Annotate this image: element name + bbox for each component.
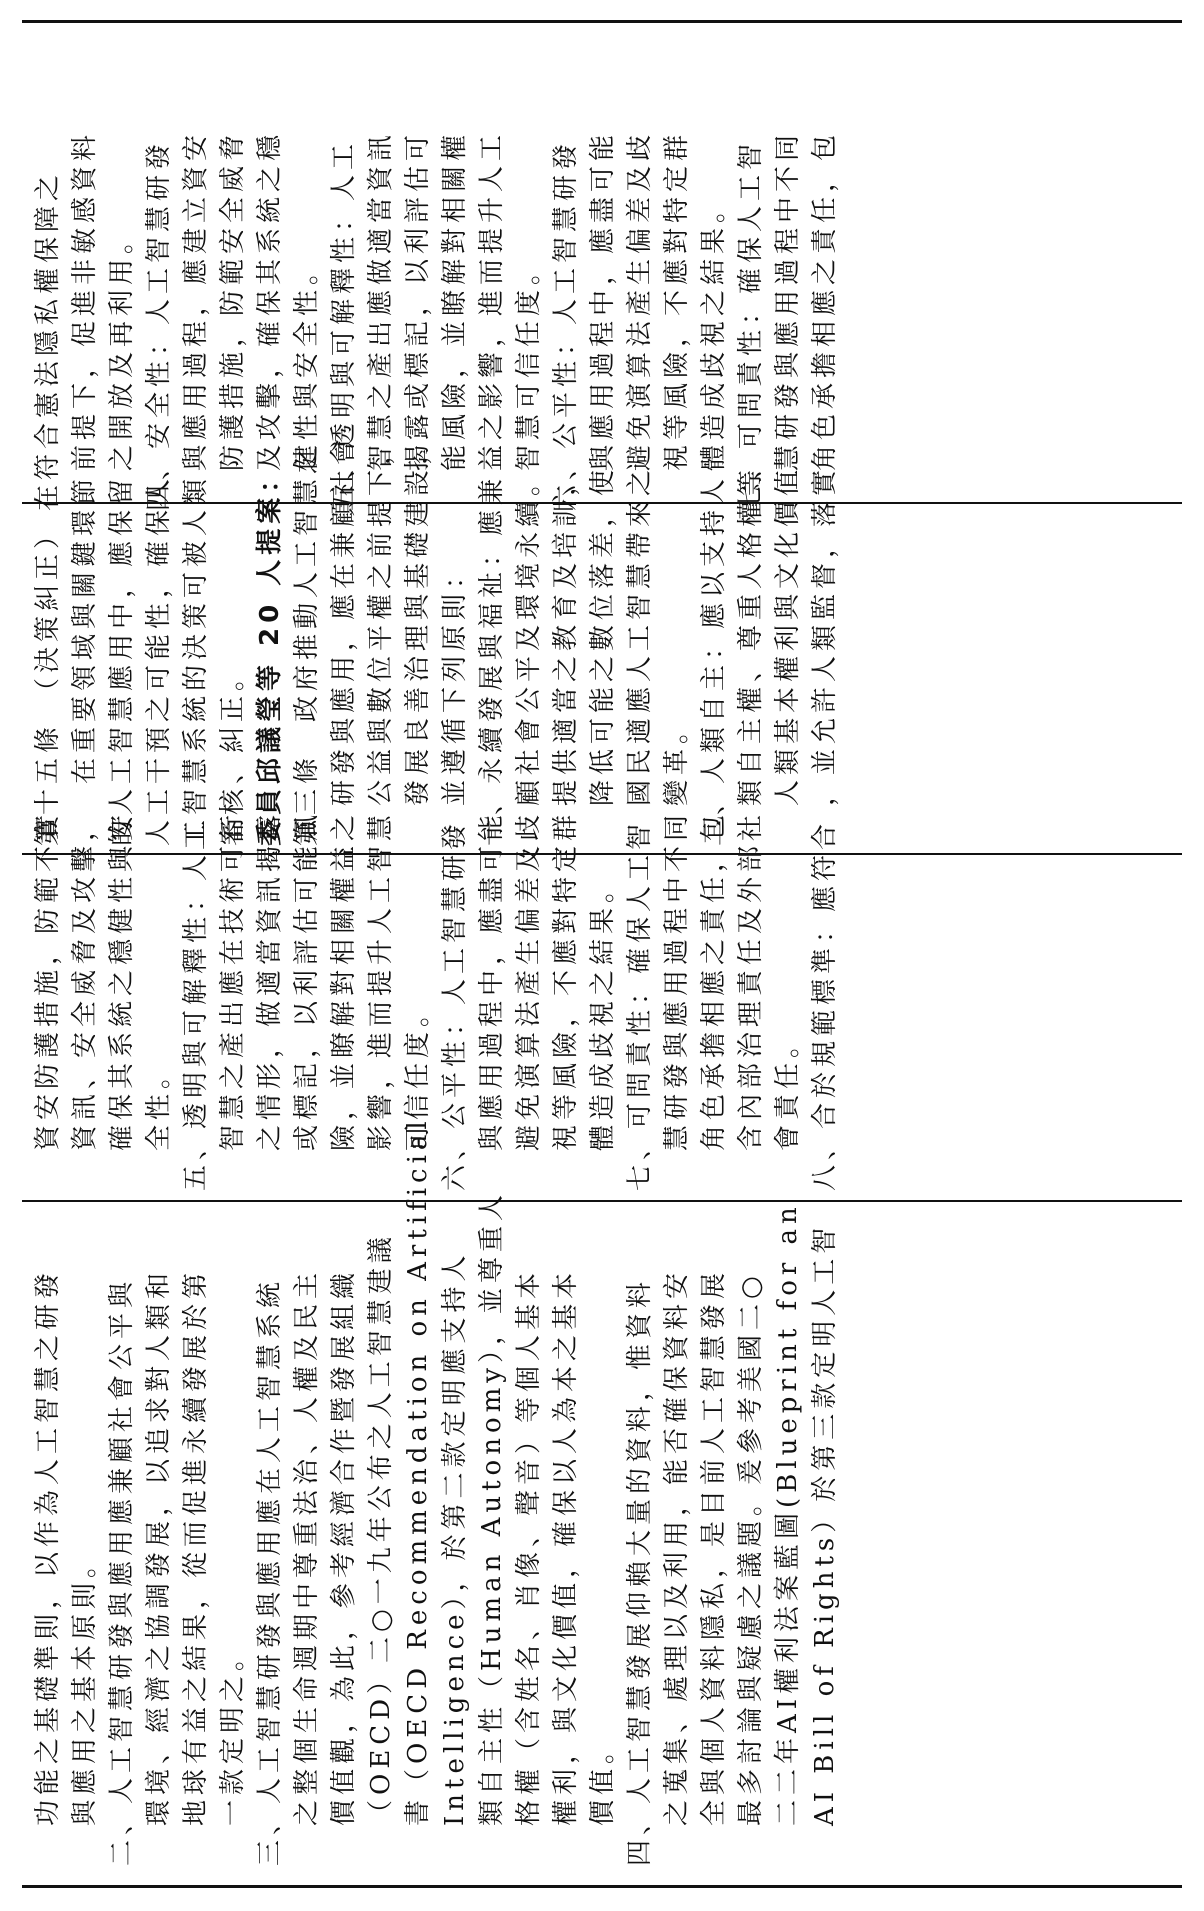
text-line: 第三條 政府推動人工智慧之: [292, 442, 322, 846]
text-line: 提供適當之教育及培訓，: [551, 464, 581, 806]
text-line: Intelligence），於第二款定明應支持人: [440, 1250, 470, 1826]
text-line: 體造成歧視之結果。: [588, 871, 618, 1151]
text-line: 及攻擊，確保其系統之穩: [255, 129, 285, 471]
text-line: 八、合於規範標準：應符合: [810, 818, 840, 1191]
text-line: 全性。: [144, 1057, 174, 1151]
comparison-column-explanation: [30, 1116, 844, 1866]
text-line: 二二年AI權利法案藍圖(Blueprint for an: [773, 1202, 803, 1826]
text-line: 類自主權、尊重人格權等: [736, 464, 766, 806]
text-line: 智慧可信任度。: [514, 253, 544, 471]
text-line: 可信任度。: [403, 995, 433, 1151]
text-line: 的人工智慧應用中，應保留: [107, 473, 137, 846]
text-line: 六、公平性：人工智慧研發: [440, 818, 470, 1191]
text-line: 之整個生命週期中尊重法治、人權及民主: [292, 1267, 322, 1826]
text-line: 並遵循下列原則：: [440, 557, 470, 806]
text-line: 與應用之基本原則。: [70, 1546, 100, 1826]
text-line: 之蒐集、處理以及利用，能否確保資料安: [662, 1267, 692, 1826]
text-line: 智慧之產出應在技術可行: [218, 809, 248, 1151]
text-line: 資安防護措施，防範不實: [33, 809, 63, 1151]
text-line: 地球有益之結果，從而促進永續發展於第: [181, 1267, 211, 1826]
text-line: 資訊、安全威脅及攻擊，: [70, 809, 100, 1151]
text-line: 之開放及再利用。: [107, 222, 137, 471]
text-line: 研發與應用，應在兼顧社會: [329, 433, 359, 806]
text-line: 之情形，做適當資訊揭露: [255, 809, 285, 1151]
text-line: 四、安全性：人工智慧研發: [144, 138, 174, 511]
text-line: 前提下，促進非敏感資料: [70, 129, 100, 471]
text-line: 類自主性（Human Autonomy），並尊重人: [477, 1190, 507, 1826]
text-line: 在符合憲法隱私權保障之: [33, 169, 63, 511]
text-line: 四、人工智慧發展仰賴大量的資料，惟資料: [625, 1276, 655, 1866]
text-line: 顧社會公平及環境永續。: [514, 464, 544, 806]
text-line: 含內部治理責任及外部社: [736, 809, 766, 1151]
comparison-column-proposal: [30, 433, 844, 846]
text-line: 發展良善治理與基礎建設，: [403, 433, 433, 806]
text-line: 視等風險，不應對特定群: [662, 129, 692, 471]
text-line: 價值。: [588, 1732, 618, 1826]
text-line: 格權（含姓名、肖像、聲音）等個人基本: [514, 1267, 544, 1826]
text-line: 五、透明與可解釋性：人工: [329, 138, 359, 511]
text-line: 視等風險，不應對特定群: [551, 809, 581, 1151]
text-line: 與應用過程中，應盡可能: [477, 809, 507, 1151]
text-line: 影響，進而提升人工智慧: [366, 809, 396, 1151]
text-line: 環境、經濟之協調發展，以追求對人類和: [144, 1267, 174, 1826]
text-line: 避免演算法產生偏差及歧: [514, 809, 544, 1151]
text-line: ，並允許人類監督，落實: [810, 464, 840, 806]
text-line: 角色承擔相應之責任，包: [699, 809, 729, 1151]
text-line: 最多討論與疑慮之議題。爰參考美國二○: [736, 1271, 766, 1826]
text-line: AI Bill of Rights）於第三款定明人工智: [810, 1222, 840, 1826]
text-line: 五、透明與可解釋性：人工: [181, 818, 211, 1191]
text-line: 能風險，並瞭解對相關權: [440, 129, 470, 471]
text-line: 二、人類自主：應以支持人: [699, 473, 729, 846]
text-line: 人類基本權利與文化價值: [773, 464, 803, 806]
text-line: 會責任。: [773, 1026, 803, 1151]
text-line: 書（OECD Recommendation on Artificial: [403, 1116, 433, 1826]
text-line: 角色承擔相應之責任，包: [810, 129, 840, 471]
text-line: 在重要領域與關鍵環節: [70, 473, 100, 846]
text-line: 慧研發與應用過程中不同: [773, 129, 803, 471]
text-line: 一、永續發展與福祉：應兼: [477, 473, 507, 846]
text-line: 一款定明之。: [218, 1639, 248, 1826]
text-line: 防護措施，防範安全威脅: [218, 129, 248, 471]
text-line: 權利，與文化價值，確保以人為本之基本: [551, 1267, 581, 1826]
text-line: 委員邱議瑩等 20 人提案：: [255, 461, 285, 846]
text-line: 價值觀，為此，參考經濟合作暨發展組織: [329, 1267, 359, 1826]
text-line: 功能之基礎準則，以作為人工智慧之研發: [33, 1267, 63, 1826]
text-line: 與應用過程中，應盡可能: [588, 129, 618, 471]
text-line: 六、公平性：人工智慧研發: [551, 138, 581, 511]
text-line: 健性與安全性。: [292, 253, 322, 471]
comparison-column-existing: [30, 31, 844, 511]
text-line: 審核、糾正。: [218, 659, 248, 846]
text-line: 險，並瞭解對相關權益之: [329, 809, 359, 1151]
text-line: 慧研發與應用過程中不同: [662, 809, 692, 1151]
text-line: 智慧之產出應做適當資訊: [366, 129, 396, 471]
text-line: （OECD）二○一九年公布之人工智慧建議: [366, 1232, 396, 1826]
text-line: 七、可問責性：確保人工智: [736, 138, 766, 511]
text-line: 變革。: [662, 712, 692, 806]
text-line: 體造成歧視之結果。: [699, 191, 729, 471]
text-line: 與應用過程，應建立資安: [181, 129, 211, 471]
text-line: 揭露或標記，以利評估可: [403, 129, 433, 471]
text-line: 人工干預之可能性，確保人: [144, 473, 174, 846]
comparison-column-articles: [30, 809, 844, 1191]
text-line: 公益與數位平權之前提下，: [366, 433, 396, 806]
text-line: 國民適應人工智慧帶來之: [625, 464, 655, 806]
text-line: 益之影響，進而提升人工: [477, 129, 507, 471]
text-line: 避免演算法產生偏差及歧: [625, 129, 655, 471]
text-line: 工智慧系統的決策可被人類: [181, 473, 211, 846]
text-line: 第十五條 （決策糾正）: [33, 517, 63, 846]
text-line: 七、可問責性：確保人工智: [625, 818, 655, 1191]
text-line: 三、人工智慧研發與應用應在人工智慧系統: [255, 1276, 285, 1866]
text-line: 確保其系統之穩健性與安: [107, 809, 137, 1151]
text-line: 降低可能之數位落差，使: [588, 464, 618, 806]
text-line: 全與個人資料隱私，是目前人工智慧發展: [699, 1267, 729, 1826]
text-line: 或標記，以利評估可能風: [292, 809, 322, 1151]
text-line: 二、人工智慧研發與應用應兼顧社會公平與: [107, 1276, 137, 1866]
